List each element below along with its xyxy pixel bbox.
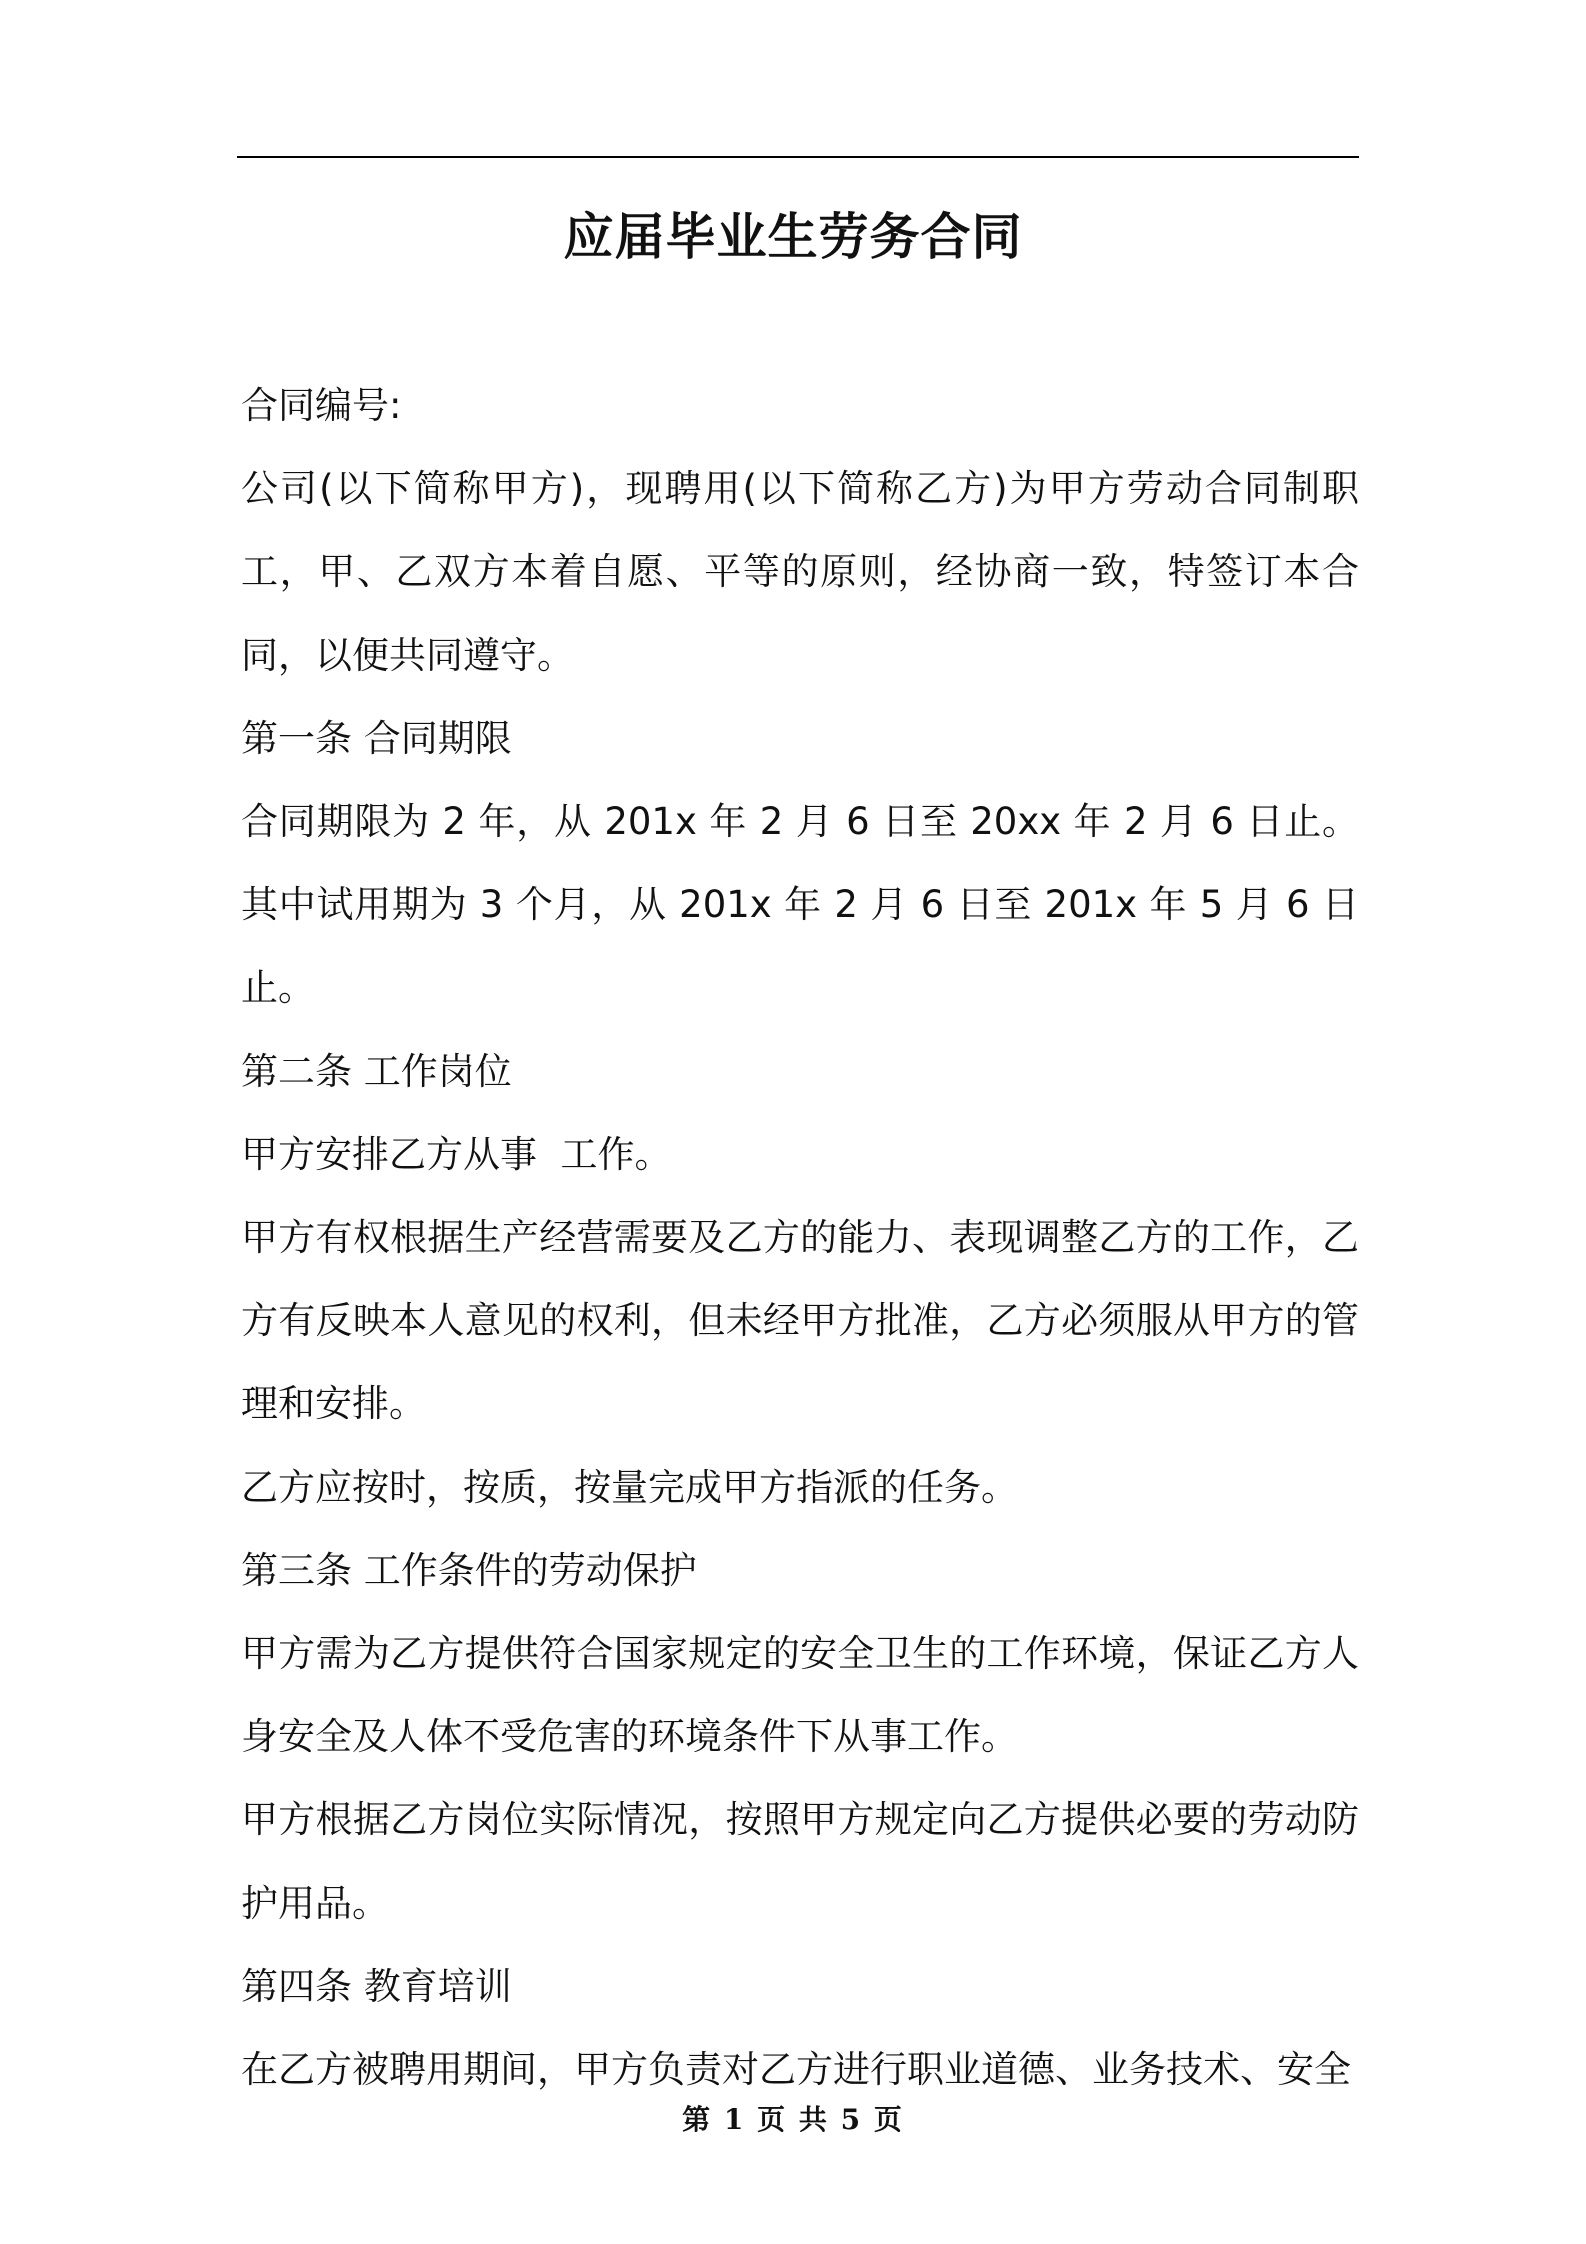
contract-number-line: 合同编号:: [241, 384, 402, 427]
header-divider: [237, 156, 1359, 158]
article-2-text-2: 甲方有权根据生产经营需要及乙方的能力、表现调整乙方的工作，乙方有反映本人意见的权利，但未经甲方批准，乙方必须服从甲方的管理和安排。: [241, 1216, 1359, 1426]
article-4-heading: 第四条 教育培训: [241, 1964, 512, 2008]
preamble-paragraph: 公司(以下简称甲方)，现聘用(以下简称乙方)为甲方劳动合同制职工，甲、乙双方本着自愿、平等的原则，经协商一致，特签订本合同，以便共同遵守。: [241, 467, 1359, 677]
article-2-text-1: 甲方安排乙方从事 工作。: [241, 1132, 672, 1176]
document-body: [241, 364, 1359, 2111]
article-1-heading: 第一条 合同期限: [241, 716, 512, 760]
article-3-heading: 第三条 工作条件的劳动保护: [241, 1548, 697, 1592]
article-4-text-1: 在乙方被聘用期间，甲方负责对乙方进行职业道德、业务技术、安全: [241, 2048, 1351, 2092]
article-1-text: 合同期限为 2 年，从 201x 年 2 月 6 日至 20xx 年 2 月 6 日止。其中试用期为 3 个月，从 201x 年 2 月 6 日至 201x 年 5 月 6 日止。: [241, 800, 1359, 1010]
document-title: 应届毕业生劳务合同: [563, 208, 1023, 266]
article-3-text-2: 甲方根据乙方岗位实际情况，按照甲方规定向乙方提供必要的劳动防护用品。: [241, 1798, 1359, 1925]
page-number: 第 1 页 共 5 页: [682, 2103, 904, 2136]
article-2-text-3: 乙方应按时，按质，按量完成甲方指派的任务。: [241, 1465, 1018, 1509]
article-2-heading: 第二条 工作岗位: [241, 1049, 512, 1093]
article-3-text-1: 甲方需为乙方提供符合国家规定的安全卫生的工作环境，保证乙方人身安全及人体不受危害的环境条件下从事工作。: [241, 1632, 1359, 1759]
